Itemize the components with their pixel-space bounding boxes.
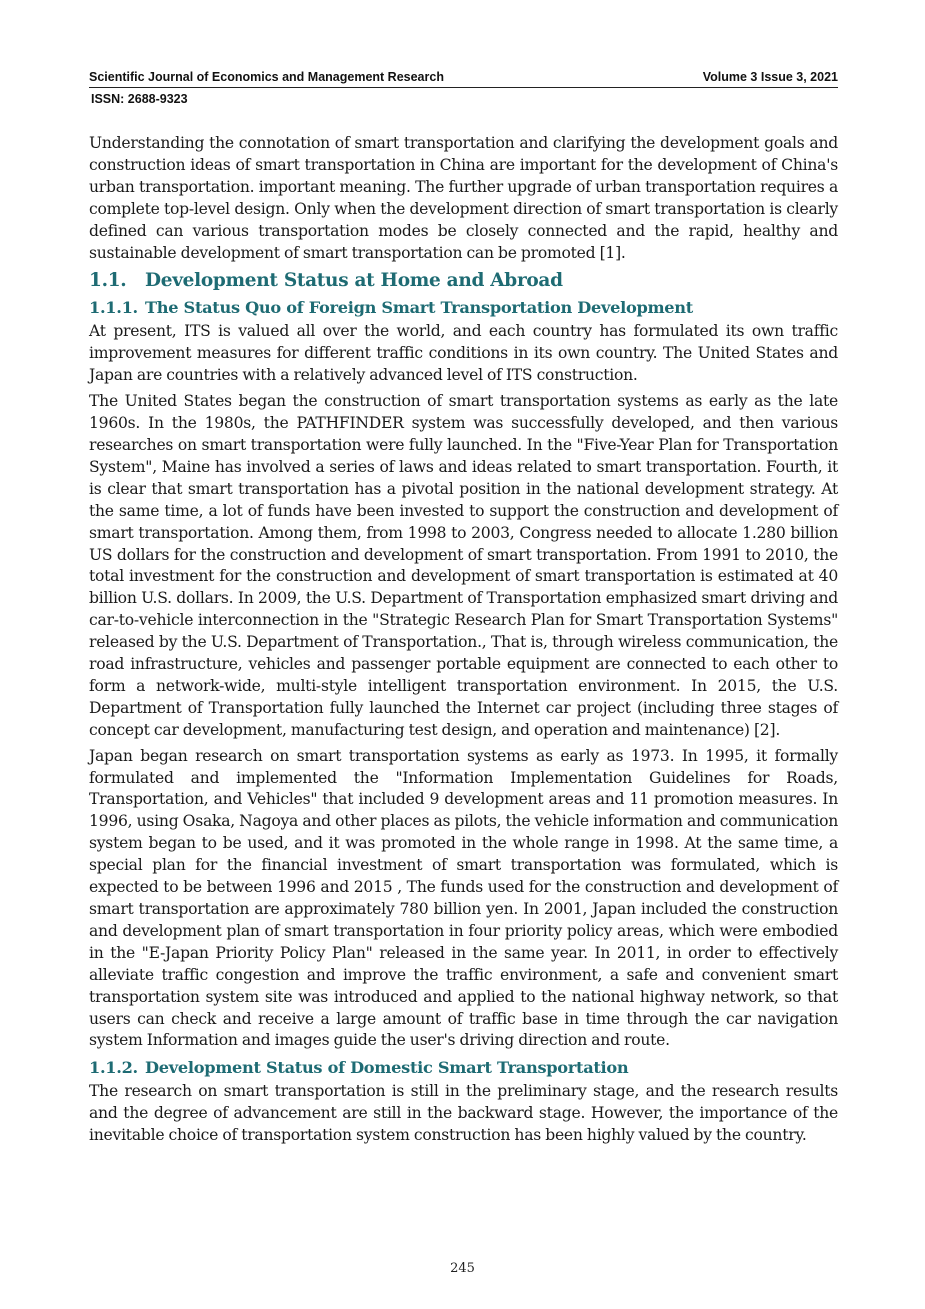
paragraph-united-states: The United States began the construction of smart transportation systems as early as the late 1960s. In the 1980s, the PATHFINDER system was successfully developed, and then various researches on smart transportation were fully launched. In the "Five-Year Plan for Transportation System", Maine has involved a series of laws and ideas related to smart transportation. Fourth, it is clear that smart transportation has a pivotal position in the national development strategy. At the same time, a lot of funds have been invested to support the construction and development of smart transportation. Among them, from 1998 to 2003, Congress needed to allocate 1.280 billion US dollars for the construction and development of smart transportation. From 1991 to 2010, the total investment for the construction and development of smart transportation is estimated at 40 billion U.S. dollars. In 2009, the U.S. Department of Transportation emphasized smart driving and car-to-vehicle interconnection in the "Strategic Research Plan for Smart Transportation Systems" released by the U.S. Department of Transportation., That is, through wireless communication, the road infrastructure, vehicles and passenger portable equipment are connected to each other to form a network-wide, multi-style intelligent transportation environment. In 2015, the U.S. Department of Transportation fully launched the Internet car project (including three stages of concept car development, manufacturing test design, and operation and maintenance) [2].: [89, 392, 838, 739]
section-number: 1.1.: [89, 270, 127, 292]
section-heading: [89, 268, 838, 294]
subsection-number: 1.1.1.: [89, 298, 138, 318]
page-number: 245: [450, 1261, 475, 1276]
issn: ISSN: 2688-9323: [91, 92, 188, 106]
journal-title: Scientific Journal of Economics and Management Research: [89, 70, 444, 84]
volume-issue: Volume 3 Issue 3, 2021: [702, 70, 838, 84]
section-title: Development Status at Home and Abroad: [145, 270, 563, 292]
subsection-number: 1.1.2.: [89, 1058, 138, 1078]
paragraph-domestic: The research on smart transportation is still in the preliminary stage, and the research results and the degree of advancement are still in the backward stage. However, the importance of the inevitable choice of transportation system construction has been highly valued by the country.: [89, 1082, 838, 1145]
paragraph-its-overview: At present, ITS is valued all over the world, and each country has formulated its own traffic improvement measures for different traffic conditions in its own country. The United States and Japan are countries with a relatively advanced level of ITS construction.: [89, 322, 838, 385]
article-body: [89, 133, 838, 1151]
intro-paragraph: Understanding the connotation of smart transportation and clarifying the development goals and construction ideas of smart transportation in China are important for the development of China's urban transportation. important meaning. The further upgrade of urban transportation requires a complete top-level design. Only when the development direction of smart transportation is clearly defined can various transportation modes be closely connected and the rapid, healthy and sustainable development of smart transportation can be promoted [1].: [89, 134, 838, 262]
subsection-heading-foreign: [89, 296, 838, 320]
subsection-title: The Status Quo of Foreign Smart Transportation Development: [145, 298, 693, 318]
header-row: [89, 70, 838, 88]
paragraph-japan: Japan began research on smart transportation systems as early as 1973. In 1995, it formally formulated and implemented the "Information Implementation Guidelines for Roads, Transportation, and Vehicles" that included 9 development areas and 11 promotion measures. In 1996, using Osaka, Nagoya and other places as pilots, the vehicle information and communication system began to be used, and it was promoted in the whole range in 1998. At the same time, a special plan for the financial investment of smart transportation was formulated, which is expected to be between 1996 and 2015 , The funds used for the construction and development of smart transportation are approximately 780 billion yen. In 2001, Japan included the construction and development plan of smart transportation in four priority policy areas, which were embodied in the "E-Japan Priority Policy Plan" released in the same year. In 2011, in order to effectively alleviate traffic congestion and improve the traffic environment, a safe and convenient smart transportation system site was introduced and applied to the national highway network, so that users can check and receive a large amount of traffic base in time through the car navigation system Information and images guide the user's driving direction and route.: [89, 746, 838, 1050]
running-header: [89, 70, 838, 106]
subsection-title: Development Status of Domestic Smart Transportation: [145, 1058, 629, 1078]
subsection-heading-domestic: [89, 1056, 838, 1080]
